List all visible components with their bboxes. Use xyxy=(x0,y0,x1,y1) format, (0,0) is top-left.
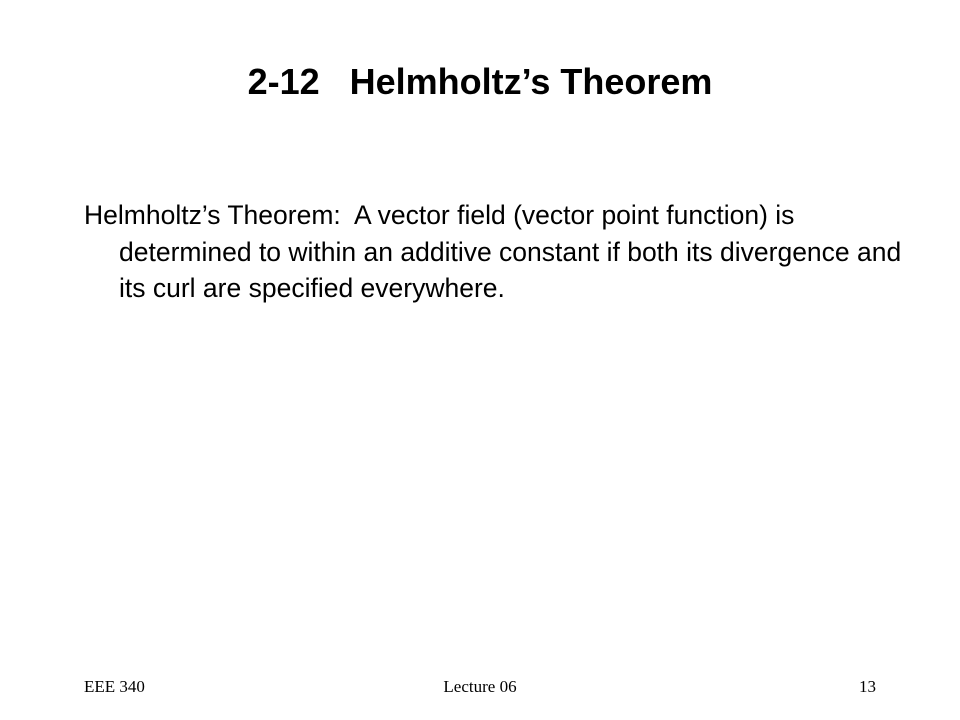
slide-title: 2-12 Helmholtz’s Theorem xyxy=(247,61,713,102)
footer-course: EEE 340 xyxy=(84,677,145,696)
footer-lecture: Lecture 06 xyxy=(443,677,517,696)
slide-body-text: Helmholtz’s Theorem: A vector field (vector point function) is determined to within an additive constant if both its divergence and its curl are specified everywhere. xyxy=(84,200,909,303)
footer-page-number: 13 xyxy=(859,677,876,696)
